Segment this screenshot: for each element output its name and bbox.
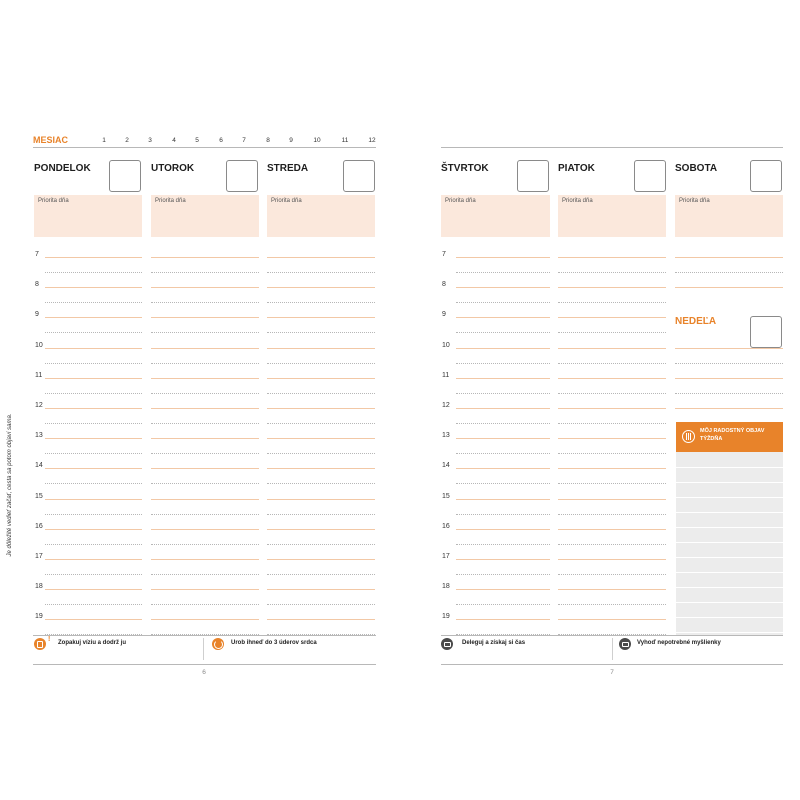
month-number[interactable]: 11 [341, 137, 349, 144]
writing-line[interactable] [558, 302, 666, 303]
writing-line[interactable] [45, 499, 142, 500]
priority-box[interactable] [151, 195, 259, 237]
writing-line[interactable] [151, 317, 259, 318]
writing-line[interactable] [45, 529, 142, 530]
writing-line[interactable] [267, 574, 375, 575]
writing-line[interactable] [456, 468, 550, 469]
writing-line[interactable] [267, 619, 375, 620]
writing-line[interactable] [456, 378, 550, 379]
writing-line[interactable] [45, 302, 142, 303]
joy-writing-line[interactable] [676, 527, 783, 528]
hour-label: 17 [442, 553, 450, 560]
writing-line[interactable] [45, 468, 142, 469]
writing-line[interactable] [267, 544, 375, 545]
day-date-box[interactable] [517, 160, 549, 192]
writing-line[interactable] [558, 529, 666, 530]
writing-line[interactable] [45, 287, 142, 288]
writing-line[interactable] [45, 332, 142, 333]
writing-line[interactable] [45, 619, 142, 620]
top-rule [33, 147, 376, 148]
writing-line[interactable] [456, 499, 550, 500]
month-number[interactable]: 6 [219, 137, 223, 144]
writing-line[interactable] [151, 348, 259, 349]
writing-line[interactable] [151, 589, 259, 590]
writing-line[interactable] [45, 317, 142, 318]
month-number[interactable]: 4 [172, 137, 176, 144]
writing-line[interactable] [558, 408, 666, 409]
hour-label: 15 [442, 492, 450, 500]
priority-label: Priorita dňa [445, 198, 476, 204]
writing-line[interactable] [456, 393, 550, 394]
exclamation-mark: ! [48, 636, 51, 643]
day-date-box[interactable] [343, 160, 375, 192]
right-page [400, 0, 800, 800]
writing-line[interactable] [151, 363, 259, 364]
writing-line[interactable] [558, 589, 666, 590]
writing-line[interactable] [558, 363, 666, 364]
writing-line[interactable] [558, 272, 666, 273]
writing-line[interactable] [456, 287, 550, 288]
page-number: 6 [202, 669, 206, 676]
writing-line[interactable] [267, 499, 375, 500]
writing-line[interactable] [456, 544, 550, 545]
hour-label: 14 [35, 462, 43, 470]
writing-line[interactable] [151, 438, 259, 439]
writing-line[interactable] [558, 483, 666, 484]
writing-line[interactable] [675, 257, 783, 258]
writing-line[interactable] [267, 453, 375, 454]
hour-label: 17 [35, 553, 43, 560]
writing-line[interactable] [675, 408, 783, 409]
month-number[interactable]: 12 [368, 137, 376, 144]
writing-line[interactable] [267, 468, 375, 469]
writing-line[interactable] [45, 408, 142, 409]
writing-line[interactable] [45, 363, 142, 364]
writing-line[interactable] [267, 604, 375, 605]
hour-label: 18 [35, 583, 43, 591]
priority-box[interactable] [675, 195, 783, 237]
writing-line[interactable] [151, 423, 259, 424]
hour-label: 8 [442, 281, 446, 289]
day-date-box[interactable] [634, 160, 666, 192]
writing-line[interactable] [45, 483, 142, 484]
writing-line[interactable] [267, 272, 375, 273]
month-number[interactable]: 9 [289, 137, 293, 144]
tip-text: Zopakuj víziu a dodrž ju [58, 640, 127, 646]
writing-line[interactable] [456, 559, 550, 560]
writing-line[interactable] [675, 363, 783, 364]
hour-label: 19 [442, 613, 450, 621]
writing-line[interactable] [151, 378, 259, 379]
writing-line[interactable] [675, 393, 783, 394]
writing-line[interactable] [267, 438, 375, 439]
hour-label: 8 [35, 281, 39, 289]
writing-line[interactable] [558, 619, 666, 620]
writing-line[interactable] [558, 544, 666, 545]
joy-writing-line[interactable] [676, 542, 783, 543]
hour-label: 18 [442, 583, 450, 591]
day-title-saturday: SOBOTA [675, 163, 718, 174]
writing-line[interactable] [267, 257, 375, 258]
writing-line[interactable] [151, 257, 259, 258]
writing-line[interactable] [558, 453, 666, 454]
top-rule [441, 147, 783, 148]
writing-line[interactable] [267, 514, 375, 515]
joy-discovery-area[interactable] [676, 452, 783, 635]
writing-line[interactable] [675, 272, 783, 273]
writing-line[interactable] [456, 619, 550, 620]
month-label: MESIAC [33, 135, 69, 145]
writing-line[interactable] [558, 574, 666, 575]
writing-line[interactable] [45, 348, 142, 349]
joy-writing-line[interactable] [676, 632, 783, 633]
writing-line[interactable] [456, 257, 550, 258]
joy-writing-line[interactable] [676, 512, 783, 513]
writing-line[interactable] [151, 483, 259, 484]
day-date-box[interactable] [226, 160, 258, 192]
priority-box[interactable] [267, 195, 375, 237]
writing-line[interactable] [151, 634, 259, 635]
hour-label: 7 [442, 251, 446, 258]
priority-label: Priorita dňa [679, 198, 710, 204]
joy-discovery-header [676, 422, 783, 452]
priority-label: Priorita dňa [155, 198, 186, 204]
writing-line[interactable] [45, 574, 142, 575]
priority-label: Priorita dňa [38, 198, 69, 204]
writing-line[interactable] [558, 514, 666, 515]
writing-line[interactable] [558, 499, 666, 500]
writing-line[interactable] [558, 468, 666, 469]
hour-label: 13 [35, 432, 43, 440]
tip-text: Vyhoď nepotrebné myšlienky [637, 640, 721, 646]
writing-line[interactable] [151, 514, 259, 515]
writing-line[interactable] [45, 272, 142, 273]
hour-label: 9 [442, 311, 446, 319]
writing-line[interactable] [558, 348, 666, 349]
tip-text: Urob ihneď do 3 úderov srdca [231, 640, 317, 646]
joy-writing-line[interactable] [676, 572, 783, 573]
writing-line[interactable] [558, 378, 666, 379]
writing-line[interactable] [558, 393, 666, 394]
day-date-box[interactable] [109, 160, 141, 192]
writing-line[interactable] [456, 363, 550, 364]
hour-label: 9 [35, 311, 39, 319]
joy-discovery-title: MÔJ RADOSTNÝ OBJAV TÝŽDŇA [700, 428, 765, 442]
day-title-thursday: ŠTVRTOK [441, 163, 489, 174]
writing-line[interactable] [456, 483, 550, 484]
writing-line[interactable] [456, 574, 550, 575]
hour-label: 15 [35, 492, 43, 500]
writing-line[interactable] [456, 317, 550, 318]
writing-line[interactable] [456, 514, 550, 515]
writing-line[interactable] [151, 544, 259, 545]
writing-line[interactable] [456, 529, 550, 530]
writing-line[interactable] [456, 453, 550, 454]
hour-label: 11 [35, 371, 43, 379]
month-number[interactable]: 7 [242, 137, 246, 144]
writing-line[interactable] [151, 604, 259, 605]
vertical-quote: Je dôležité vedieť začať, cesta sa potom objaví sama. [7, 413, 13, 557]
writing-line[interactable] [45, 634, 142, 635]
lightbulb-icon [682, 430, 695, 443]
writing-line[interactable] [45, 423, 142, 424]
writing-line[interactable] [558, 438, 666, 439]
writing-line[interactable] [267, 408, 375, 409]
writing-line[interactable] [151, 529, 259, 530]
writing-line[interactable] [45, 438, 142, 439]
writing-line[interactable] [456, 332, 550, 333]
writing-line[interactable] [45, 514, 142, 515]
day-title-friday: PIATOK [558, 163, 595, 174]
writing-line[interactable] [267, 634, 375, 635]
writing-line[interactable] [456, 408, 550, 409]
writing-line[interactable] [675, 348, 783, 349]
writing-line[interactable] [267, 363, 375, 364]
writing-line[interactable] [558, 423, 666, 424]
writing-line[interactable] [267, 302, 375, 303]
writing-line[interactable] [151, 408, 259, 409]
page-number: 7 [610, 669, 614, 676]
writing-line[interactable] [456, 438, 550, 439]
month-number[interactable]: 3 [148, 137, 152, 144]
writing-line[interactable] [267, 589, 375, 590]
hour-label: 16 [35, 522, 43, 530]
writing-line[interactable] [45, 559, 142, 560]
writing-line[interactable] [558, 287, 666, 288]
writing-line[interactable] [267, 423, 375, 424]
month-number[interactable]: 5 [195, 137, 199, 144]
writing-line[interactable] [558, 604, 666, 605]
writing-line[interactable] [151, 574, 259, 575]
hour-label: 12 [442, 402, 450, 409]
writing-line[interactable] [151, 272, 259, 273]
writing-line[interactable] [45, 604, 142, 605]
priority-box[interactable] [558, 195, 666, 237]
writing-line[interactable] [267, 378, 375, 379]
hour-label: 10 [35, 341, 43, 349]
day-title-sunday: NEDEĽA [675, 316, 717, 327]
writing-line[interactable] [151, 393, 259, 394]
footer-bottom-rule [441, 664, 783, 665]
writing-line[interactable] [151, 619, 259, 620]
joy-writing-line[interactable] [676, 467, 783, 468]
footer-bottom-rule [33, 664, 376, 665]
joy-writing-line[interactable] [676, 602, 783, 603]
hour-label: 10 [442, 341, 450, 349]
priority-box[interactable] [441, 195, 550, 237]
writing-line[interactable] [456, 302, 550, 303]
day-title-wednesday: STREDA [267, 163, 309, 174]
writing-line[interactable] [45, 589, 142, 590]
trash-icon [619, 638, 631, 650]
writing-line[interactable] [45, 378, 142, 379]
heartbeat-icon [212, 638, 224, 650]
writing-line[interactable] [151, 332, 259, 333]
writing-line[interactable] [558, 317, 666, 318]
writing-line[interactable] [151, 287, 259, 288]
writing-line[interactable] [45, 257, 142, 258]
writing-line[interactable] [45, 393, 142, 394]
priority-box[interactable] [34, 195, 142, 237]
day-title-tuesday: UTOROK [151, 163, 195, 174]
writing-line[interactable] [267, 529, 375, 530]
writing-line[interactable] [456, 634, 550, 635]
writing-line[interactable] [45, 453, 142, 454]
writing-line[interactable] [267, 287, 375, 288]
priority-label: Priorita dňa [271, 198, 302, 204]
writing-line[interactable] [456, 604, 550, 605]
writing-line[interactable] [45, 544, 142, 545]
vision-icon [34, 638, 46, 650]
joy-writing-line[interactable] [676, 497, 783, 498]
hour-label: 19 [35, 613, 43, 621]
footer-divider [203, 638, 204, 660]
writing-line[interactable] [675, 378, 783, 379]
joy-writing-line[interactable] [676, 617, 783, 618]
joy-writing-line[interactable] [676, 587, 783, 588]
writing-line[interactable] [558, 634, 666, 635]
hour-label: 14 [442, 462, 450, 470]
writing-line[interactable] [267, 348, 375, 349]
hour-label: 11 [442, 371, 450, 379]
hour-label: 16 [442, 522, 450, 530]
writing-line[interactable] [675, 287, 783, 288]
writing-line[interactable] [267, 393, 375, 394]
hour-label: 13 [442, 432, 450, 440]
writing-line[interactable] [456, 272, 550, 273]
writing-line[interactable] [456, 423, 550, 424]
writing-line[interactable] [151, 453, 259, 454]
writing-line[interactable] [558, 332, 666, 333]
month-number[interactable]: 8 [266, 137, 270, 144]
month-number[interactable]: 1 [102, 137, 106, 144]
writing-line[interactable] [558, 559, 666, 560]
day-date-box[interactable] [750, 316, 782, 348]
hour-label: 12 [35, 402, 43, 409]
priority-label: Priorita dňa [562, 198, 593, 204]
day-date-box[interactable] [750, 160, 782, 192]
footer-divider [612, 638, 613, 660]
joy-writing-line[interactable] [676, 482, 783, 483]
writing-line[interactable] [267, 317, 375, 318]
writing-line[interactable] [456, 348, 550, 349]
writing-line[interactable] [151, 499, 259, 500]
writing-line[interactable] [267, 483, 375, 484]
hour-label: 7 [35, 251, 39, 258]
clock-icon [441, 638, 453, 650]
joy-writing-line[interactable] [676, 557, 783, 558]
day-title-monday: PONDELOK [34, 163, 91, 174]
writing-line[interactable] [151, 302, 259, 303]
month-number[interactable]: 2 [125, 137, 129, 144]
writing-line[interactable] [267, 332, 375, 333]
writing-line[interactable] [151, 559, 259, 560]
writing-line[interactable] [267, 559, 375, 560]
writing-line[interactable] [151, 468, 259, 469]
month-number[interactable]: 10 [313, 137, 321, 144]
writing-line[interactable] [456, 589, 550, 590]
tip-text: Deleguj a získaj si čas [462, 640, 526, 646]
writing-line[interactable] [558, 257, 666, 258]
